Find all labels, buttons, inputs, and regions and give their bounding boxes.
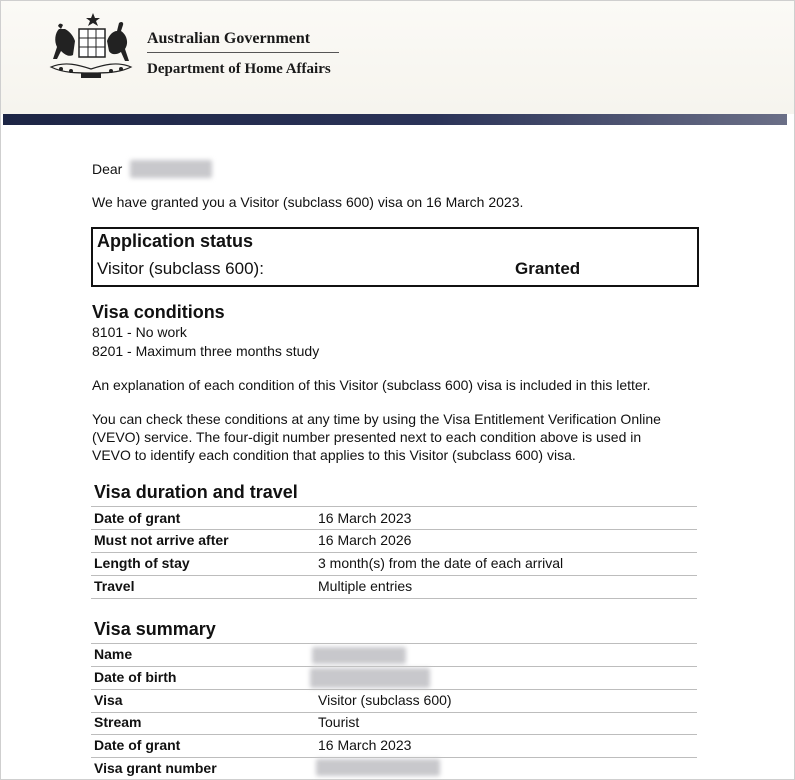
agency-name: Australian Government xyxy=(147,30,311,47)
department-name: Department of Home Affairs xyxy=(147,61,331,77)
summary-label: Date of grant xyxy=(94,737,181,753)
summary-value: 16 March 2023 xyxy=(318,737,412,753)
duration-label: Length of stay xyxy=(94,555,190,571)
redacted-name xyxy=(312,647,406,664)
table-rule xyxy=(91,598,697,599)
redacted-recipient-name xyxy=(130,160,212,178)
application-status-title: Application status xyxy=(97,231,254,251)
summary-label: Date of birth xyxy=(94,669,177,685)
vevo-paragraph-line: (VEVO) service. The four-digit number presented next to each condition above is used in xyxy=(92,429,642,445)
visa-duration-heading: Visa duration and travel xyxy=(94,482,298,502)
duration-label: Travel xyxy=(94,578,135,594)
table-rule xyxy=(91,643,697,644)
table-rule xyxy=(91,734,697,735)
application-status-label: Visitor (subclass 600): xyxy=(97,259,264,278)
grant-intro: We have granted you a Visitor (subclass 600) visa on 16 March 2023. xyxy=(92,194,524,210)
redacted-grant-number xyxy=(316,759,440,776)
table-rule xyxy=(91,529,697,530)
salutation: Dear xyxy=(92,161,123,177)
vevo-paragraph-line: VEVO to identify each condition that applies to this Visitor (subclass 600) visa. xyxy=(92,447,576,463)
visa-summary-heading: Visa summary xyxy=(94,619,216,639)
duration-value: 16 March 2026 xyxy=(318,532,412,548)
duration-label: Date of grant xyxy=(94,510,181,526)
table-rule xyxy=(91,666,697,667)
redacted-date-of-birth xyxy=(310,668,430,688)
duration-label: Must not arrive after xyxy=(94,532,229,548)
table-rule xyxy=(91,575,697,576)
table-rule xyxy=(91,757,697,758)
summary-value: Visitor (subclass 600) xyxy=(318,692,452,708)
condition-item: 8101 - No work xyxy=(92,324,187,340)
application-status-value: Granted xyxy=(515,259,581,278)
table-rule xyxy=(91,712,697,713)
header-bar xyxy=(3,114,787,125)
application-status-box xyxy=(91,227,699,287)
duration-value: Multiple entries xyxy=(318,578,413,594)
summary-label: Stream xyxy=(94,714,142,730)
coat-of-arms-icon xyxy=(45,11,137,81)
table-rule xyxy=(91,689,697,690)
letterhead xyxy=(1,1,794,114)
table-rule xyxy=(91,506,697,507)
vevo-paragraph-line: You can check these conditions at any time by using the Visa Entitlement Verification Online xyxy=(92,411,661,427)
table-rule xyxy=(91,552,697,553)
condition-item: 8201 - Maximum three months study xyxy=(92,343,320,359)
header-divider xyxy=(147,52,339,53)
conditions-explanation: An explanation of each condition of this Visitor (subclass 600) visa is included in this letter. xyxy=(92,377,651,393)
summary-label: Name xyxy=(94,646,133,662)
visa-conditions-heading: Visa conditions xyxy=(92,302,225,322)
duration-value: 3 month(s) from the date of each arrival xyxy=(318,555,564,571)
summary-label: Visa xyxy=(94,692,123,708)
summary-value: Tourist xyxy=(318,714,360,730)
duration-value: 16 March 2023 xyxy=(318,510,412,526)
summary-label: Visa grant number xyxy=(94,760,217,776)
